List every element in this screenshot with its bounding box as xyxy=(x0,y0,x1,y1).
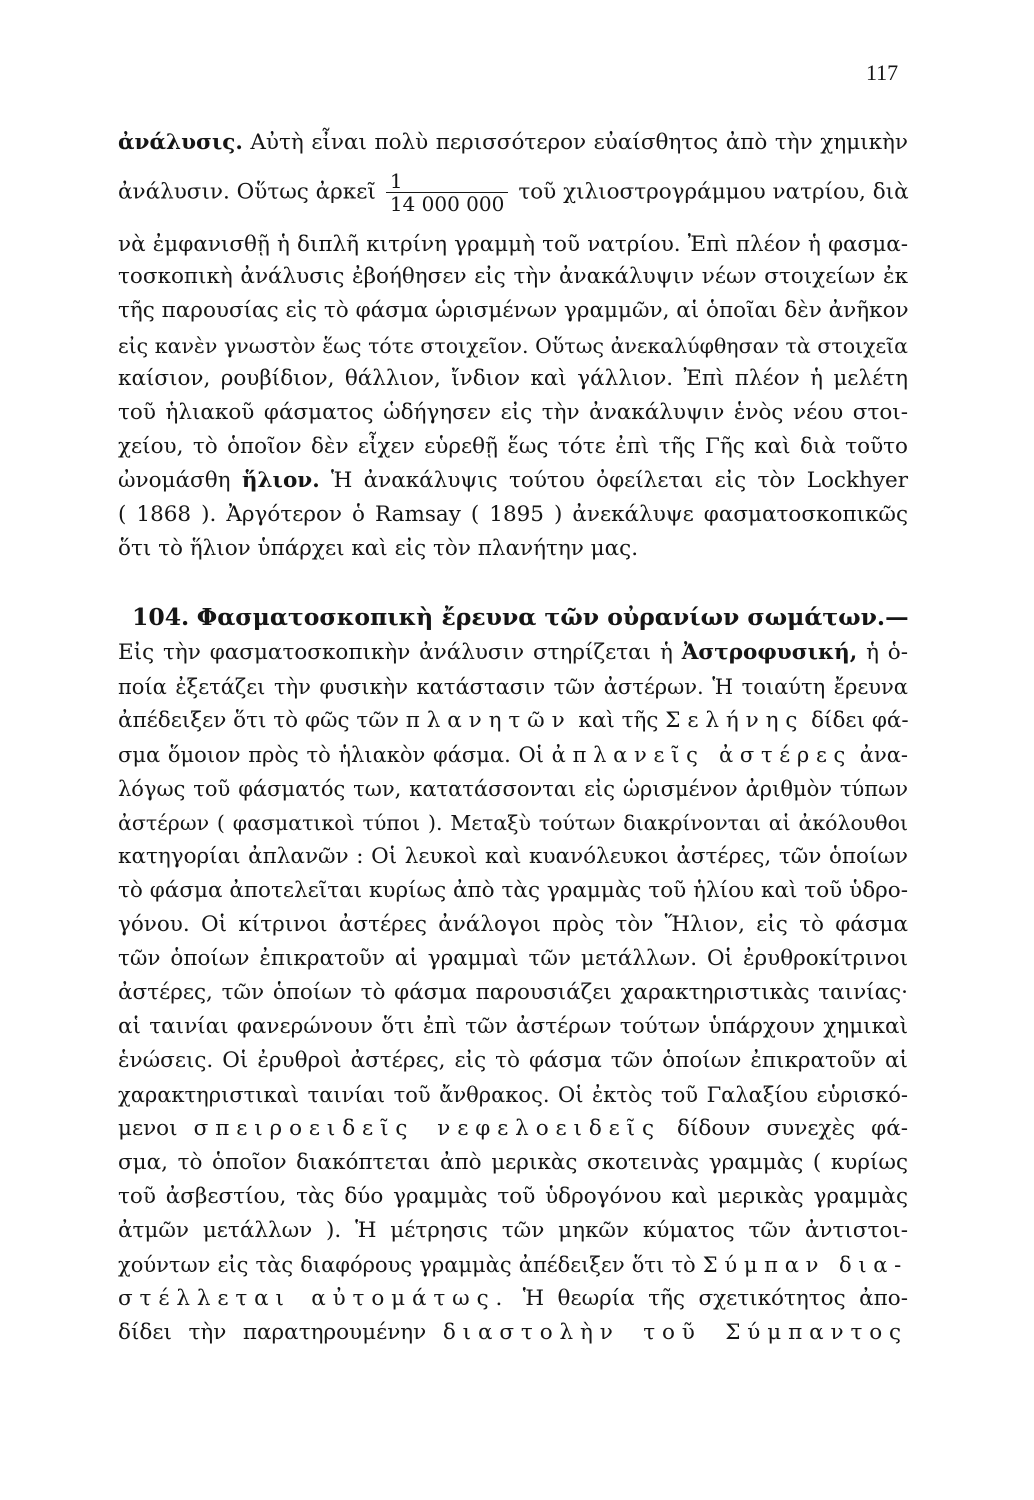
fraction-denominator: 14 000 000 xyxy=(389,192,505,216)
para2-line-14: χαρακτηριστικαὶ ταινίαι τοῦ ἄνθρακος. Οἱ ἐκτὸς τοῦ Γαλαξίου εὑρισκό- xyxy=(118,1083,908,1107)
text-run: χούντων εἰς τὰς διαφόρους γραμμὰς ἀπέδειξεν ὅτι τὸ xyxy=(118,1253,696,1277)
para2-line-13: ἑνώσεις. Οἱ ἐρυθροὶ ἀστέρες, εἰς τὸ φάσμα τῶν ὁποίων ἐπικρατοῦν αἱ xyxy=(118,1048,908,1073)
para2-line-4 xyxy=(118,740,908,770)
text-run: τοῦ χιλιοστρογράμμου νατρίου, διὰ xyxy=(518,179,909,205)
text-run: μενοι xyxy=(118,1116,178,1141)
text-run: Ἡ θεωρία τῆς σχετικότητος ἀπο- xyxy=(522,1286,908,1311)
para2-line-12: αἱ ταινίαι φανερώνουν ὅτι ἐπὶ τῶν ἀστέρων τούτων ὑπάρχουν χημικαὶ xyxy=(118,1014,908,1039)
text-run: Αὐτὴ εἶναι πολὺ περισσότερον εὐαίσθητος ἀπὸ τὴν χημικὴν xyxy=(242,130,908,155)
para2-line-19 xyxy=(118,1250,908,1280)
bold-term: Ἀστροφυσική, xyxy=(681,640,858,665)
spaced-term: στέλλεται αὐτομάτως. xyxy=(118,1286,510,1311)
para2-line-11: ἀστέρες, τῶν ὁποίων τὸ φάσμα παρουσιάζει χαρακτηριστικὰς ταινίας· xyxy=(118,980,908,1005)
para2-line-5: λόγως τοῦ φάσματός των, κατατάσσονται εἰς ὡρισμένον ἀριθμὸν τύπων xyxy=(118,777,908,801)
para1-line-10 xyxy=(118,466,908,496)
text-run: δίδουν συνεχὲς φά- xyxy=(677,1116,908,1141)
para1-line-1 xyxy=(118,128,908,158)
para2-line-21 xyxy=(118,1318,908,1348)
para1-line-12: ὅτι τὸ ἥλιον ὑπάρχει καὶ εἰς τὸν πλανήτην μας. xyxy=(118,536,639,561)
para1-line-8: τοῦ ἡλιακοῦ φάσματος ὡδήγησεν εἰς τὴν ἀνακάλυψιν ἑνὸς νέου στοι- xyxy=(118,400,908,425)
spaced-term: διαστολὴν τοῦ Σύμπαντος xyxy=(442,1320,908,1345)
para1-line-7: καίσιον, ρουβίδιον, θάλλιον, ἴνδιον καὶ γάλλιον. Ἐπὶ πλέον ἡ μελέτη xyxy=(118,366,908,391)
para2-line-7: κατηγορίαι ἀπλανῶν : Οἱ λευκοὶ καὶ κυανόλευκοι ἀστέρες, τῶν ὁποίων xyxy=(118,844,908,869)
bold-term: ἀνάλυσις. xyxy=(118,130,243,155)
para1-line-9: χείου, τὸ ὁποῖον δὲν εἶχεν εὑρεθῇ ἕως τότε ἐπὶ τῆς Γῆς καὶ διὰ τοῦτο xyxy=(118,434,908,459)
para2-line-10: τῶν ὁποίων ἐπικρατοῦν αἱ γραμμαὶ τῶν μετάλλων. Οἱ ἐρυθροκίτρινοι xyxy=(118,946,908,971)
text-run: σμα ὅμοιον πρὸς τὸ ἡλιακὸν φάσμα. Οἱ xyxy=(118,743,544,767)
page-number: 117 xyxy=(866,60,899,85)
para2-line-8: τὸ φάσμα ἀποτελεῖται κυρίως ἀπὸ τὰς γραμμὰς τοῦ ἡλίου καὶ τοῦ ὑδρο- xyxy=(118,878,908,903)
text-run: ἡ ὁ- xyxy=(866,640,908,665)
section-number: 104. xyxy=(132,603,190,631)
bold-term: ἥλιον. xyxy=(241,468,320,493)
para2-line-9: γόνου. Οἱ κίτρινοι ἀστέρες ἀνάλογοι πρὸς τὸν Ἥλιον, εἰς τὸ φάσμα xyxy=(118,912,908,937)
para1-line-11: ( 1868 ). Ἀργότερον ὁ Ramsay ( 1895 ) ἀνεκάλυψε φασματοσκοπικῶς xyxy=(118,502,908,527)
fraction xyxy=(386,170,509,215)
spaced-term: ἀπλανεῖς ἀστέρες xyxy=(551,743,853,767)
para2-line-18: ἀτμῶν μετάλλων ). Ἡ μέτρησις τῶν μηκῶν κύματος τῶν ἀντιστοι- xyxy=(118,1218,908,1243)
section-heading xyxy=(118,600,908,634)
fraction-numerator: 1 xyxy=(386,170,509,193)
para1-line-4: τοσκοπικὴ ἀνάλυσις ἐβοήθησεν εἰς τὴν ἀνακάλυψιν νέων στοιχείων ἐκ xyxy=(118,264,908,289)
text-run: Εἰς τὴν φασματοσκοπικὴν ἀνάλυσιν στηρίζεται ἡ xyxy=(118,640,673,665)
para1-line-3: νὰ ἐμφανισθῇ ἡ διπλῆ κιτρίνη γραμμὴ τοῦ νατρίου. Ἐπὶ πλέον ἡ φασμα- xyxy=(118,232,908,257)
spaced-term: Σύμπαν δια- xyxy=(702,1253,908,1277)
para2-line-3 xyxy=(118,706,908,736)
para2-line-1 xyxy=(118,638,908,668)
text-run: δίδει φά- xyxy=(811,708,909,733)
spaced-term: σπειροειδεῖς νεφελοειδεῖς xyxy=(193,1116,661,1141)
spaced-term: Σελήνης xyxy=(665,708,805,733)
para2-line-20 xyxy=(118,1284,908,1314)
para2-line-6: ἀστέρων ( φασματικοὶ τύποι ). Μεταξὺ τούτων διακρίνονται αἱ ἀκόλουθοι xyxy=(118,811,908,835)
text-run: ὠνομάσθη xyxy=(118,468,231,493)
text-run: ἀπέδειξεν ὅτι τὸ φῶς τῶν xyxy=(118,708,399,733)
text-run: Ἡ ἀνακάλυψις τούτου ὀφείλεται εἰς τὸν Lockhyer xyxy=(331,468,908,493)
para2-line-2: ποία ἐξετάζει τὴν φυσικὴν κατάστασιν τῶν ἀστέρων. Ἡ τοιαύτη ἔρευνα xyxy=(118,675,908,699)
para1-line-6: εἰς κανὲν γνωστὸν ἕως τότε στοιχεῖον. Οὕτως ἀνεκαλύφθησαν τὰ στοιχεῖα xyxy=(118,334,908,358)
para1-line-5: τῆς παρουσίας εἰς τὸ φάσμα ὡρισμένων γραμμῶν, αἱ ὁποῖαι δὲν ἀνῆκον xyxy=(118,298,909,323)
para2-line-17: τοῦ ἀσβεστίου, τὰς δύο γραμμὰς τοῦ ὑδρογόνου καὶ μερικὰς γραμμὰς xyxy=(118,1184,908,1209)
section-title: Φασματοσκοπικὴ ἔρευνα τῶν οὐρανίων σωμάτων.— xyxy=(196,603,909,631)
text-run: δίδει τὴν παρατηρουμένην xyxy=(118,1320,427,1345)
text-run: ἀνα- xyxy=(859,743,908,767)
text-run: ἀνάλυσιν. Οὕτως ἀρκεῖ xyxy=(118,179,376,205)
para2-line-16: σμα, τὸ ὁποῖον διακόπτεται ἀπὸ μερικὰς σκοτεινὰς γραμμὰς ( κυρίως xyxy=(118,1150,908,1175)
text-run: καὶ τῆς xyxy=(578,708,659,733)
spaced-term: πλανητῶν xyxy=(405,708,572,733)
para1-line-2 xyxy=(118,170,908,215)
para2-line-15 xyxy=(118,1114,908,1144)
